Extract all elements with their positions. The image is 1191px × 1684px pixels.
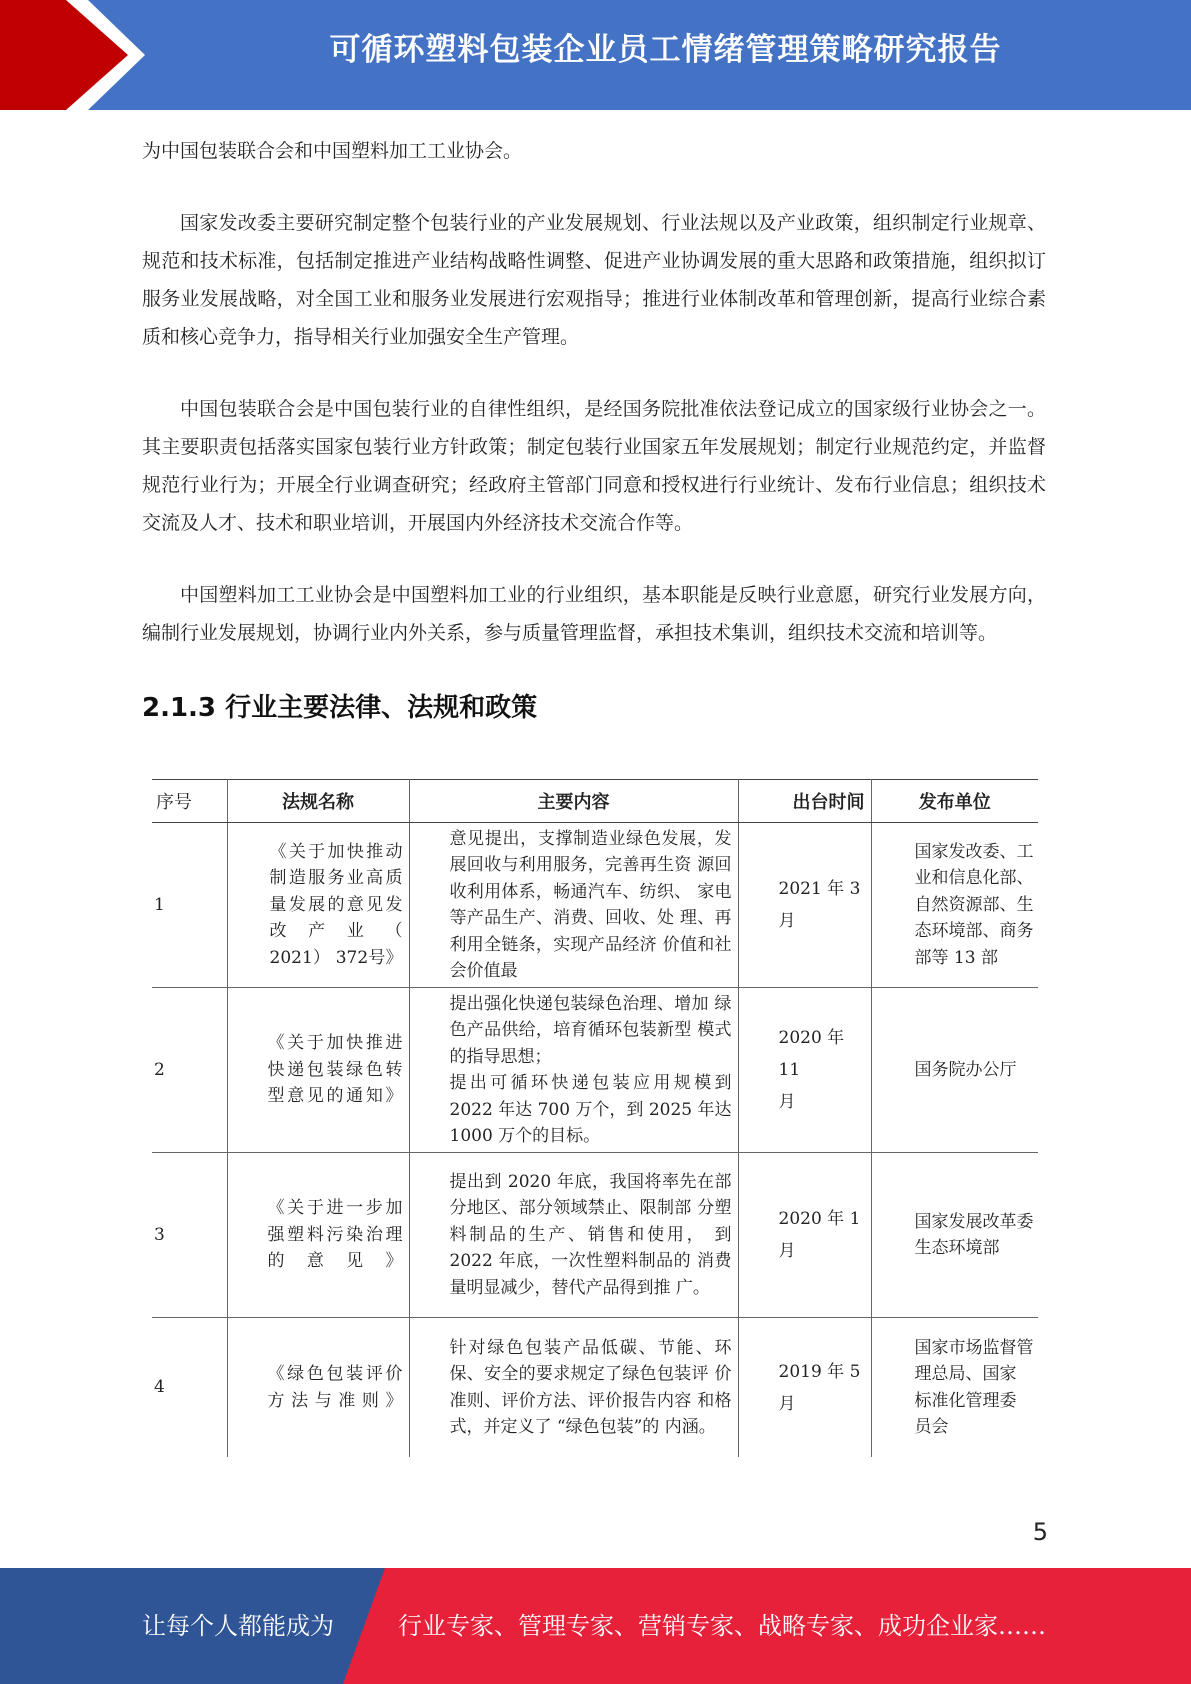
column-header-date: 出台时间 <box>738 780 871 823</box>
cell-date: 2021 年 3 月 <box>738 823 871 988</box>
table-row <box>152 1153 1038 1318</box>
cell-content: 针对绿色包装产品低碳、节能、环 保、安全的要求规定了绿色包装评 价准则、评价方法、评价报告内容 和格式，并定义了 “绿色包装”的 内涵。 <box>409 1318 738 1458</box>
cell-publisher: 国家市场监督管理总局、国家 标准化管理委 员会 <box>871 1318 1038 1458</box>
cell-date: 2020 年 1 月 <box>738 1153 871 1318</box>
document-body <box>142 132 1046 728</box>
column-header-content: 主要内容 <box>409 780 738 823</box>
cell-index: 3 <box>152 1153 227 1318</box>
table-row <box>152 988 1038 1153</box>
cell-index: 1 <box>152 823 227 988</box>
cell-date: 2019 年 5 月 <box>738 1318 871 1458</box>
paragraph: 为中国包装联合会和中国塑料加工工业协会。 <box>142 140 523 162</box>
report-title: 可循环塑料包装企业员工情绪管理策略研究报告 <box>329 32 1002 68</box>
footer-slogan-left: 让每个人都能成为 <box>142 1612 334 1640</box>
chevron-decoration-icon <box>0 0 160 110</box>
cell-index: 4 <box>152 1318 227 1458</box>
table-row <box>152 823 1038 988</box>
page-footer <box>0 1568 1191 1684</box>
page-number: 5 <box>1032 1518 1048 1546</box>
cell-publisher: 国家发改委、工 业和信息化部、 自然资源部、生态环境部、商务 部等 13 部 <box>871 823 1038 988</box>
cell-publisher: 国家发展改革委生态环境部 <box>871 1153 1038 1318</box>
column-header-name: 法规名称 <box>227 780 409 823</box>
paragraph: 国家发改委主要研究制定整个包装行业的产业发展规划、行业法规以及产业政策，组织制定行业规章、规范和技术标准，包括制定推进产业结构战略性调整、促进产业协调发展的重大思路和政策措施，组织拟订服务业发展战略，对全国工业和服务业发展进行宏观指导；推进行业体制改革和管理创新，提高行业综合素质和核心竞争力，指导相关行业加强安全生产管理。 <box>142 212 1046 348</box>
cell-content: 提出强化快递包装绿色治理、增加 绿色产品供给，培育循环包装新型 模式的指导思想； 提出可循环快递包装应用规模到 2022 年达 700 万个，到 2025 年达 1000 万个的目标。 <box>409 988 738 1153</box>
cell-index: 2 <box>152 988 227 1153</box>
regulations-table <box>152 779 1038 1457</box>
cell-publisher: 国务院办公厅 <box>871 988 1038 1153</box>
footer-slogan-right: 行业专家、管理专家、营销专家、战略专家、成功企业家…… <box>398 1612 1046 1640</box>
paragraph: 中国包装联合会是中国包装行业的自律性组织，是经国务院批准依法登记成立的国家级行业协会之一。其主要职责包括落实国家包装行业方针政策；制定包装行业国家五年发展规划；制定行业规范约定，并监督规范行业行为；开展全行业调查研究；经政府主管部门同意和授权进行行业统计、发布行业信息；组织技术交流及人才、技术和职业培训，开展国内外经济技术交流合作等。 <box>142 398 1046 534</box>
page-header <box>0 0 1191 110</box>
cell-name: 《关于进一步加 强塑料污染治理 的意见》 <box>227 1153 409 1318</box>
section-heading: 2.1.3 行业主要法律、法规和政策 <box>142 693 538 723</box>
cell-name: 《绿色包装评价 方法与准则》 <box>227 1318 409 1458</box>
column-header-publisher: 发布单位 <box>871 780 1038 823</box>
cell-content: 提出到 2020 年底，我国将率先在部分地区、部分领域禁止、限制部 分塑料制品的生产、销售和使用， 到 2022 年底，一次性塑料制品的 消费量明显减少，替代产品得到推 广。 <box>409 1153 738 1318</box>
table-row <box>152 1318 1038 1458</box>
column-header-index: 序号 <box>152 780 227 823</box>
cell-name: 《关于加快推动 制造服务业高质 量发展的意见发 改产业（ 2021） 372号》 <box>227 823 409 988</box>
cell-date: 2020 年 11 月 <box>738 988 871 1153</box>
table-header-row <box>152 780 1038 823</box>
cell-name: 《关于加快推进 快递包装绿色转 型意见的通知》 <box>227 988 409 1153</box>
paragraph: 中国塑料加工工业协会是中国塑料加工业的行业组织，基本职能是反映行业意愿，研究行业发展方向，编制行业发展规划，协调行业内外关系，参与质量管理监督，承担技术集训，组织技术交流和培训等。 <box>142 584 1046 644</box>
cell-content: 意见提出，支撑制造业绿色发展，发展回收与利用服务，完善再生资 源回收利用体系，畅通汽车、纺织、 家电等产品生产、消费、回收、处 理、再利用全链条，实现产品经济 价值和社会价值最 <box>409 823 738 988</box>
